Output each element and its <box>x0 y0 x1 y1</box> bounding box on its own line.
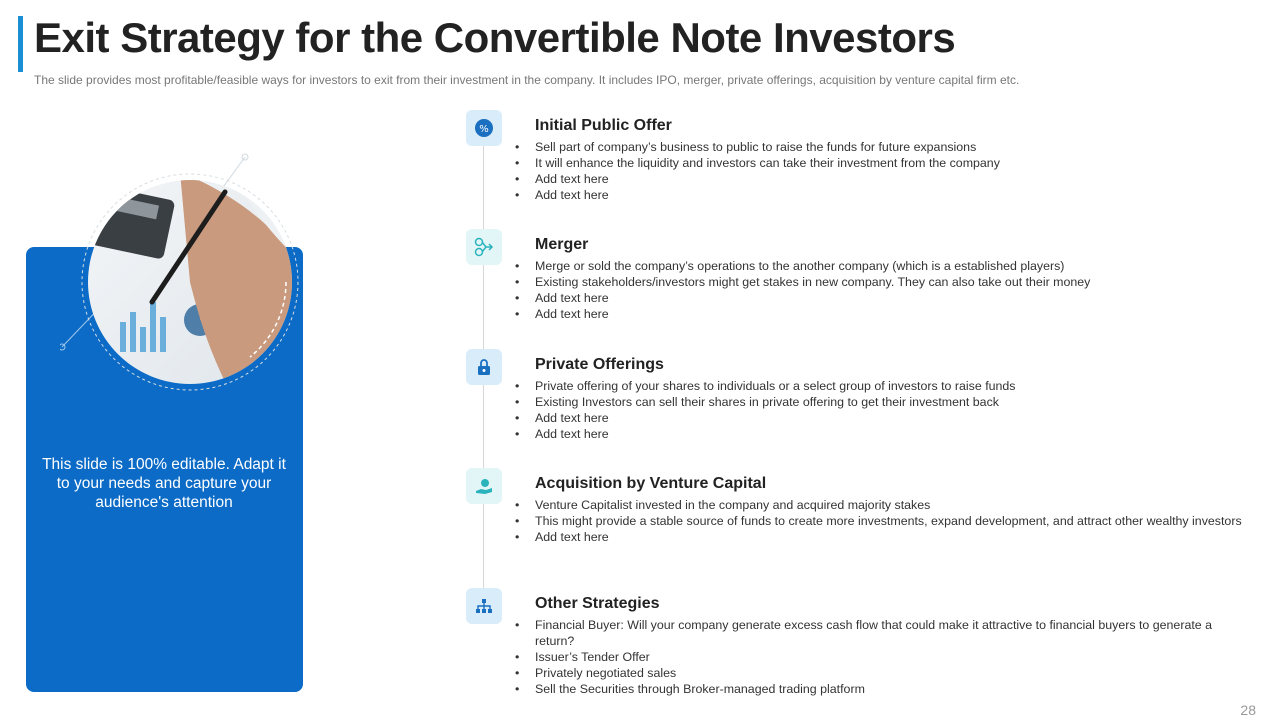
section-heading: Initial Public Offer <box>535 117 672 134</box>
section-heading: Other Strategies <box>535 595 660 612</box>
bullet: • Add text here <box>515 290 1245 306</box>
merger-icon-box <box>466 229 502 265</box>
business-photo <box>60 152 310 402</box>
bullet: • Add text here <box>515 171 1245 187</box>
svg-text:%: % <box>479 124 489 135</box>
other-strategies-icon-box <box>466 588 502 624</box>
section-merger <box>515 236 1245 322</box>
bullet: • Venture Capitalist invested in the company and acquired majority stakes <box>515 497 1245 513</box>
percent-badge-icon <box>474 118 494 138</box>
ipo-icon-box <box>466 110 502 146</box>
bullet: • Add text here <box>515 187 1245 203</box>
slide-title: Exit Strategy for the Convertible Note Investors <box>34 14 956 61</box>
bullet: • Add text here <box>515 410 1245 426</box>
bullet: • It will enhance the liquidity and investors can take their investment from the company <box>515 155 1245 171</box>
section-private-offerings <box>515 356 1245 442</box>
section-initial-public-offer <box>515 117 1245 203</box>
bullet: • Financial Buyer: Will your company generate excess cash flow that could make it attractive to financial buyers to generate a return? <box>515 617 1245 649</box>
bullet: • Add text here <box>515 529 1245 545</box>
panel-editable-note: This slide is 100% editable. Adapt it to your needs and capture your audience's attention <box>42 456 286 511</box>
bullet: • Issuer’s Tender Offer <box>515 649 1245 665</box>
page-number: 28 <box>1240 702 1256 718</box>
bullet: • Existing Investors can sell their shares in private offering to get their investment back <box>515 394 1245 410</box>
bullet: • Privately negotiated sales <box>515 665 1245 681</box>
slide-subtitle: The slide provides most profitable/feasible ways for investors to exit from their investment in the company. It includes IPO, merger, private offerings, acquisition by venture capital firm etc. <box>34 73 1020 87</box>
bullet: • Sell part of company’s business to public to raise the funds for future expansions <box>515 139 1245 155</box>
money-hand-icon <box>473 475 495 497</box>
hierarchy-icon <box>474 596 494 616</box>
bullet: • Private offering of your shares to individuals or a select group of investors to raise funds <box>515 378 1245 394</box>
locked-shares-icon <box>473 356 495 378</box>
title-accent-bar <box>18 16 23 72</box>
bullet: • Add text here <box>515 426 1245 442</box>
section-heading: Acquisition by Venture Capital <box>535 475 767 492</box>
section-heading: Private Offerings <box>535 356 664 373</box>
merge-arrows-icon <box>473 236 495 258</box>
bullet: • Merge or sold the company’s operations to the another company (which is a established players) <box>515 258 1245 274</box>
venture-capital-icon-box <box>466 468 502 504</box>
bullet: • Sell the Securities through Broker-managed trading platform <box>515 681 1245 697</box>
bullet: • Existing stakeholders/investors might get stakes in new company. They can also take out their money <box>515 274 1245 290</box>
bullet: • This might provide a stable source of funds to create more investments, expand development, and attract other wealthy investors <box>515 513 1245 529</box>
section-acquisition-venture-capital <box>515 475 1245 545</box>
section-other-strategies <box>515 595 1245 697</box>
section-heading: Merger <box>535 236 589 253</box>
private-offerings-icon-box <box>466 349 502 385</box>
bullet: • Add text here <box>515 306 1245 322</box>
